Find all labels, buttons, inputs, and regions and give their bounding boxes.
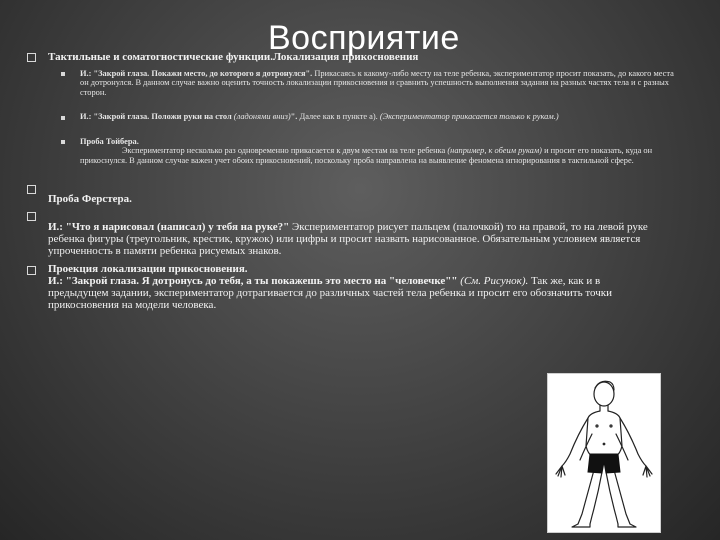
paragraph-4-body: Так же, как и в предыдущем задании, экспериментатор дотрагивается до различных частей тела ребенка и просит его обозначить точки прикосновения на модели человека. (48, 275, 613, 311)
header-text: Тактильные и соматогностические функции.Локализация прикосновения (48, 51, 419, 63)
boy-outline-icon (548, 374, 660, 532)
sub-bullet-icon (61, 72, 65, 76)
sub-item-b-italic: (ладонями вниз) (233, 112, 291, 121)
sub-bullet-icon (61, 140, 65, 144)
paragraph-4 (48, 263, 663, 311)
sub-item-a (80, 69, 680, 97)
forster-heading (48, 193, 132, 205)
bullet-icon (27, 212, 36, 221)
paragraph-3 (48, 221, 663, 257)
slide-title: Восприятие (268, 19, 460, 57)
sub-item-c-body-end: и просит его показать, куда он прикоснулся. В данном случае важен учет обоих прикосновений, поскольку проба направлена на выявление феномена игнорирования в тактильной сфере. (80, 146, 653, 165)
paragraph-4-heading: Проекция локализации прикосновения. (48, 263, 248, 275)
sub-item-b (80, 112, 680, 121)
sub-item-b-note: (Экспериментатор прикасается только к рукам.) (379, 112, 559, 121)
bullet-icon (27, 53, 36, 62)
paragraph-4-lead: И.: "Закрой глаза. Я дотронусь до тебя, а ты покажешь это место на "человечке"" (48, 275, 458, 287)
paragraph-3-body: Экспериментатор рисует пальцем (палочкой) то на правой, то на левой руке ребенка фигуры (треугольник, крестик, кружок) или цифры и просит назвать нарисованное. Обязательным условием является упроченность в памяти ребенка рисуемых знаков. (48, 221, 648, 257)
sub-item-c-italic: (например, к обеим рукам) (447, 146, 542, 156)
sub-item-c (80, 137, 680, 165)
paragraph-3-lead: И.: "Что я нарисовал (написал) у тебя на руке?" (48, 221, 290, 233)
bullet-icon (27, 266, 36, 275)
sub-item-a-lead: И.: "Закрой глаза. Покажи место, до которого я дотронулся". (80, 69, 313, 78)
sub-item-a-body: Прикасаясь к какому-либо месту на теле ребенка, экспериментатор просит показать, до какого места он дотронулся. В данном случае важно оценить точность локализации прикосновения и сравнить успешность выполнения задания на разных частях тела и с разных сторон. (80, 69, 674, 97)
boy-figure-image (547, 373, 661, 533)
forster-text: Проба Ферстера. (48, 193, 132, 205)
sub-item-c-lead: Проба Тойбера. (80, 137, 139, 146)
sub-item-c-body-start: Экспериментатор несколько раз одновременно прикасается к двум местам на теле ребенка (122, 146, 446, 156)
sub-item-b-lead: И.: "Закрой глаза. Положи руки на стол (80, 112, 232, 121)
bullet-icon (27, 185, 36, 194)
sub-item-b-body: Далее как в пункте а). (299, 112, 378, 121)
sub-item-b-lead-end: ". (290, 112, 298, 121)
section-header (48, 51, 518, 63)
sub-bullet-icon (61, 116, 65, 120)
paragraph-4-note: (См. Рисунок). (460, 275, 529, 287)
